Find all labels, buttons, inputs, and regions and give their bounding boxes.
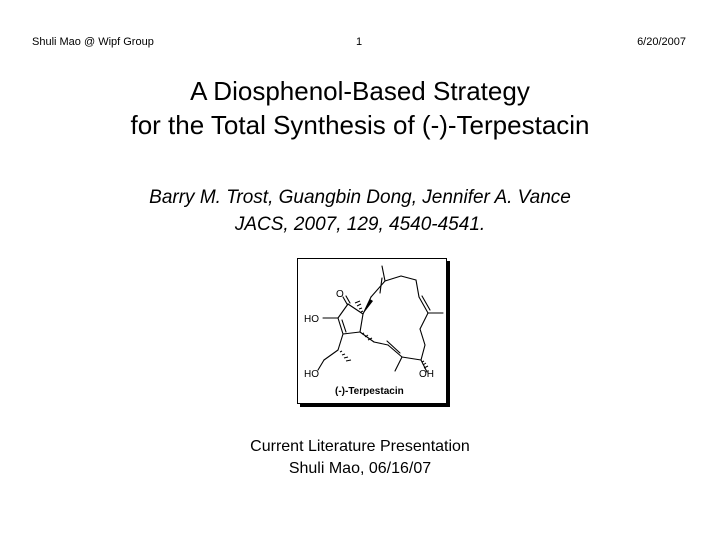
footer-line-1: Current Literature Presentation	[250, 438, 470, 455]
title-line-1: A Diosphenol-Based Strategy	[190, 76, 530, 106]
title-line-2: for the Total Synthesis of (-)-Terpestacin	[130, 110, 590, 140]
slide-title	[0, 74, 720, 142]
hashed-bond-methyl	[355, 301, 363, 312]
citation	[0, 184, 720, 238]
hashed-bond-methyl-2	[340, 351, 351, 361]
terpestacin-structure-drawing	[298, 259, 446, 403]
structure-figure	[297, 258, 447, 404]
atom-label-ho-ring: HO	[304, 314, 319, 325]
wedge-bond	[363, 299, 373, 314]
presentation-info	[0, 436, 720, 480]
footer-line-2: Shuli Mao, 06/16/07	[288, 460, 432, 477]
hashed-bond-oh	[422, 361, 428, 368]
header-date: 6/20/2007	[637, 36, 686, 48]
header-author-group: Shuli Mao @ Wipf Group	[32, 36, 154, 48]
atom-label-o: O	[336, 289, 344, 300]
atom-label-ho-chain: HO	[304, 369, 319, 380]
slide-number: 1	[356, 36, 363, 48]
structure-caption: (-)-Terpestacin	[335, 386, 404, 397]
atom-label-oh: OH	[419, 369, 434, 380]
citation-authors: Barry M. Trost, Guangbin Dong, Jennifer A. Vance	[149, 187, 571, 208]
citation-journal: JACS, 2007, 129, 4540-4541.	[234, 214, 486, 235]
